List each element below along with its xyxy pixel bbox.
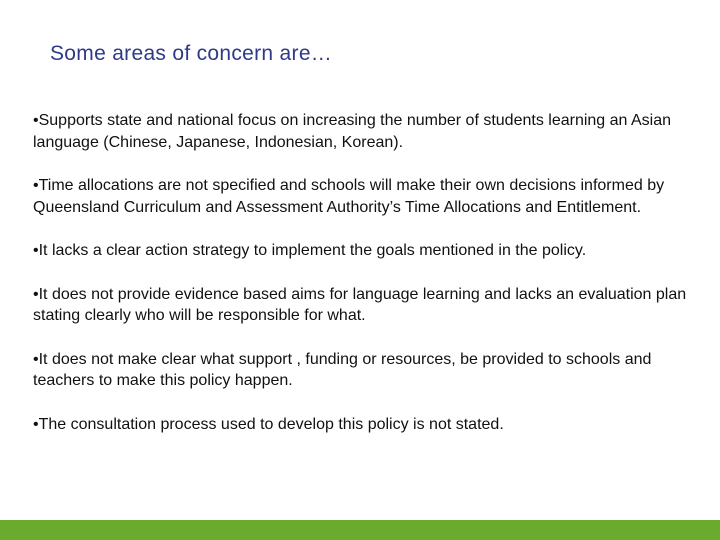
bullet-item: •It does not provide evidence based aims for language learning and lacks an evaluation plan stating clearly who will be responsible for what. <box>33 285 687 324</box>
bullet-item: •It lacks a clear action strategy to implement the goals mentioned in the policy. <box>33 242 587 259</box>
bullet-item: •Supports state and national focus on increasing the number of students learning an Asian language (Chinese, Japanese, Indonesian, Korean). <box>33 112 672 151</box>
bullet-item: •It does not make clear what support , funding or resources, be provided to schools and teachers to make this policy happen. <box>33 350 652 389</box>
slide-title: Some areas of concern are… <box>50 42 333 65</box>
bullet-item: •The consultation process used to develop this policy is not stated. <box>33 415 504 433</box>
bullet-item: •Time allocations are not specified and schools will make their own decisions informed by Queensland Curriculum and Assessment Authority’s Time Allocations and Entitlement. <box>33 177 665 216</box>
footer-accent-bar <box>0 520 720 540</box>
bullet-list <box>33 110 693 457</box>
